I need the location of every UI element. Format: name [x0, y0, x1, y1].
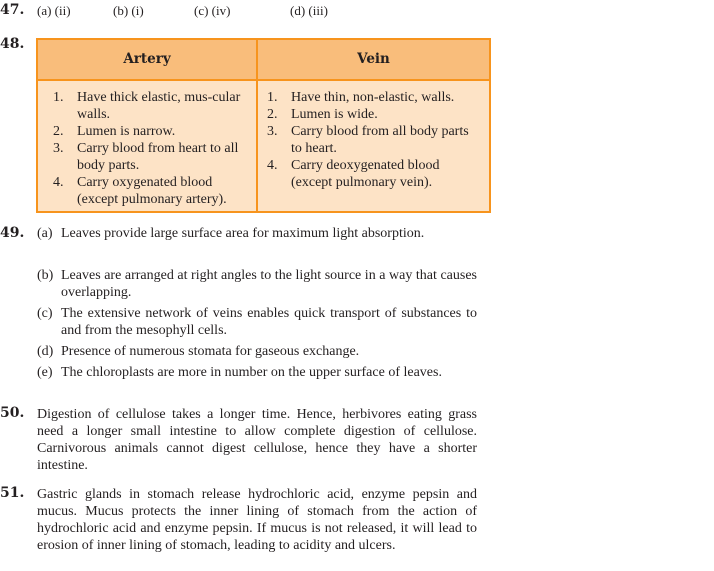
answer-item-e: (e) The chloroplasts are more in number on the upper surface of leaves. — [37, 365, 442, 380]
artery-item: 1. Have thick elastic, mus-cular walls. — [53, 90, 241, 122]
question-number-50: 50. — [0, 405, 25, 421]
answer-option-d: (d) (iii) — [290, 3, 328, 18]
answer-item-c: (c) The extensive network of veins enables quick transport of substances to and from the mesophyll cells. — [37, 306, 477, 338]
question-number-47: 47. — [0, 2, 25, 18]
header-artery: Artery — [123, 51, 171, 67]
answer-51-text: Gastric glands in stomach release hydrochloric acid, enzyme pepsin and mucus. Mucus protects the inner lining of stomach from the action of hydrochloric acid and enzyme pepsin. If mucus is not released, it will lead to erosion of inner lining of stomach, leading to acidity and ulcers. — [37, 487, 477, 553]
artery-item: 4. Carry oxygenated blood (except pulmonary artery). — [53, 175, 227, 207]
vein-item: 3. Carry blood from all body parts to heart. — [267, 124, 469, 156]
header-vein: Vein — [357, 51, 390, 67]
vein-list — [267, 89, 477, 191]
answer-50-text: Digestion of cellulose takes a longer time. Hence, herbivores eating grass need a longer small intestine to allow complete digestion of cellulose. Carnivorous animals cannot digest cellulose, hence they have a shorter intestine. — [37, 407, 477, 473]
artery-vein-comparison-table — [36, 38, 491, 213]
artery-item: 3. Carry blood from heart to all body parts. — [53, 141, 239, 173]
artery-list — [53, 89, 248, 208]
artery-item: 2. Lumen is narrow. — [53, 124, 176, 139]
vein-item: 1. Have thin, non-elastic, walls. — [267, 90, 455, 105]
answer-item-a: (a) Leaves provide large surface area for maximum light absorption. — [37, 226, 425, 241]
answer-item-b: (b) Leaves are arranged at right angles to the light source in a way that causes overlapping. — [37, 268, 477, 300]
vein-item: 2. Lumen is wide. — [267, 107, 378, 122]
question-number-51: 51. — [0, 485, 25, 501]
answer-option-b: (b) (i) — [113, 3, 144, 18]
question-number-49: 49. — [0, 225, 25, 241]
question-number-48: 48. — [0, 36, 25, 52]
vein-item: 4. Carry deoxygenated blood (except pulmonary vein). — [267, 158, 440, 190]
answer-item-d: (d) Presence of numerous stomata for gaseous exchange. — [37, 344, 360, 359]
answer-option-a: (a) (ii) — [37, 3, 71, 18]
answer-option-c: (c) (iv) — [194, 3, 231, 18]
